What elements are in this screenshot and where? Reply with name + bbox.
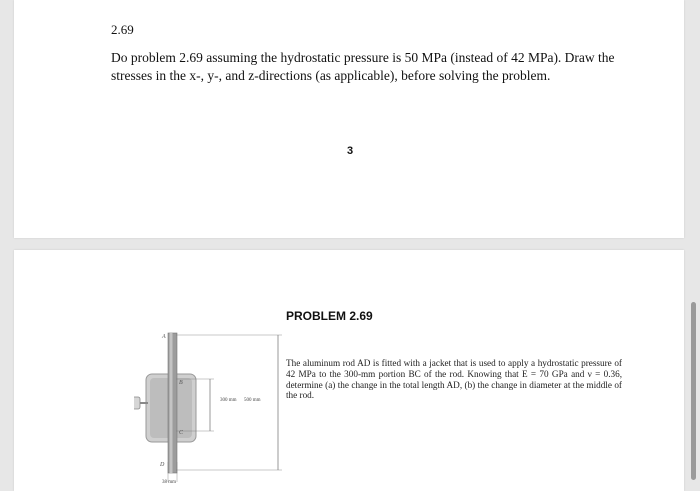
problem-statement: The aluminum rod AD is fitted with a jacket that is used to apply a hydrostatic pressure of 42 MPa to the 300-mm portion BC of the rod. Knowing that E = 70 GPa and ν = 0.36, determine (a) the change in the total length AD, (b) the change in diameter at the middle of the rod.	[286, 358, 622, 401]
rod-jacket-figure	[134, 326, 284, 486]
dim-diameter-label: 38 mm	[162, 480, 177, 485]
problem-title: PROBLEM 2.69	[286, 309, 373, 323]
document-page-1	[14, 0, 684, 238]
dim-ad-label: 500 mm	[244, 398, 261, 403]
dim-bc-label: 300 mm	[220, 398, 237, 403]
valve	[134, 397, 140, 409]
scrollbar[interactable]	[691, 302, 696, 480]
page-number: 3	[347, 145, 354, 157]
rod-highlight	[170, 333, 173, 473]
label-d: D	[160, 462, 165, 468]
label-b: B	[179, 380, 183, 386]
label-c: C	[179, 430, 184, 436]
label-a: A	[162, 334, 166, 340]
question-number: 2.69	[111, 22, 134, 37]
document-page-2	[14, 250, 684, 491]
question-text: Do problem 2.69 assuming the hydrostatic pressure is 50 MPa (instead of 42 MPa). Draw the stresses in the x-, y-, and z-directions (as applicable), before solving the problem.	[111, 50, 615, 83]
